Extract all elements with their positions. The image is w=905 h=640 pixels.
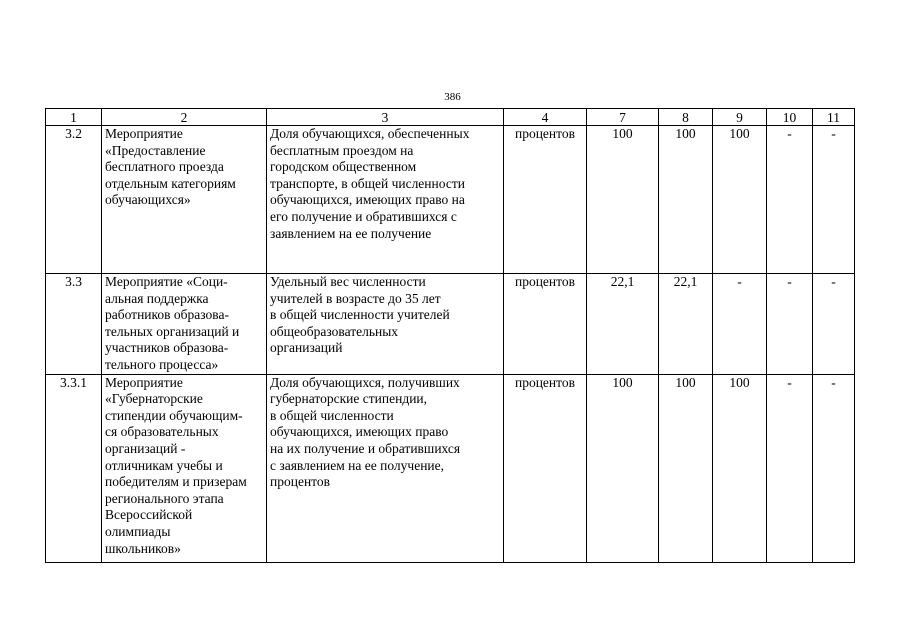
indicator-line: в общей численности учителей	[270, 307, 450, 323]
measure-name-line: олимпиады	[105, 523, 171, 539]
indicator-line: его получение и обратившихся с	[270, 208, 457, 224]
row-id-cell: 3.3	[46, 274, 102, 375]
header-cell-8: 8	[659, 109, 713, 126]
value-col-10: -	[767, 274, 813, 375]
header-cell-4: 4	[504, 109, 587, 126]
value-col-8: 22,1	[659, 274, 713, 375]
indicator-line: Удельный вес численности	[270, 274, 426, 289]
indicator-line: губернаторские стипендии,	[270, 391, 428, 407]
header-cell-1: 1	[46, 109, 102, 126]
indicator-line: транспорте, в общей численности	[270, 175, 465, 191]
indicator-line: Доля обучающихся, получивших	[270, 374, 460, 390]
header-cell-11: 11	[813, 109, 855, 126]
indicator-line: заявлением на ее получение	[270, 225, 432, 241]
value-col-8: 100	[659, 126, 713, 274]
measure-name-line: отдельным категориям	[105, 175, 236, 191]
measure-name-line: «Предоставление	[105, 142, 206, 158]
value-col-9: -	[713, 274, 767, 375]
value-col-8: 100	[659, 374, 713, 562]
measure-name-line: «Губернаторские	[105, 391, 203, 407]
measure-name-line: Мероприятие	[105, 374, 183, 390]
measure-name-cell	[102, 126, 267, 274]
measure-name-line: организаций -	[105, 440, 186, 456]
unit-cell: процентов	[504, 374, 587, 562]
indicator-line: обучающихся, имеющих право	[270, 424, 449, 440]
value-col-7: 100	[587, 374, 659, 562]
measure-name-cell	[102, 274, 267, 375]
indicator-line: процентов	[270, 474, 331, 490]
measure-name-line: бесплатного проезда	[105, 159, 224, 175]
value-col-11: -	[813, 374, 855, 562]
table-row	[46, 374, 855, 562]
indicators-table	[45, 108, 855, 563]
indicator-line: бесплатным проездом на	[270, 142, 414, 158]
value-col-11: -	[813, 126, 855, 274]
measure-name-line: отличникам учебы и	[105, 457, 223, 473]
value-col-9: 100	[713, 126, 767, 274]
table-row	[46, 126, 855, 274]
measure-name-line: участников образова-	[105, 340, 229, 356]
header-cell-3: 3	[267, 109, 504, 126]
unit-cell: процентов	[504, 126, 587, 274]
value-col-7: 100	[587, 126, 659, 274]
table-header-row	[46, 109, 855, 126]
row-id-cell: 3.2	[46, 126, 102, 274]
value-col-7: 22,1	[587, 274, 659, 375]
indicator-line: с заявлением на ее получение,	[270, 457, 445, 473]
measure-name-line: регионального этапа	[105, 490, 224, 506]
measure-name-line: обучающихся»	[105, 192, 191, 208]
page-number: 386	[444, 91, 461, 103]
unit-cell: процентов	[504, 274, 587, 375]
measure-name-line: стипендии обучающим-	[105, 407, 243, 423]
measure-name-line: школьников»	[105, 540, 181, 556]
indicator-line: организаций	[270, 340, 343, 356]
value-col-10: -	[767, 126, 813, 274]
indicator-line: общеобразовательных	[270, 323, 399, 339]
measure-name-line: работников образова-	[105, 307, 229, 323]
measure-name-line: ся образовательных	[105, 424, 219, 440]
value-col-11: -	[813, 274, 855, 375]
header-cell-7: 7	[587, 109, 659, 126]
header-cell-2: 2	[102, 109, 267, 126]
indicator-line: в общей численности	[270, 407, 394, 423]
indicator-line: Доля обучающихся, обеспеченных	[270, 126, 470, 141]
indicator-line: учителей в возрасте до 35 лет	[270, 290, 441, 306]
measure-name-line: Всероссийской	[105, 507, 193, 523]
measure-name-line: победителям и призерам	[105, 474, 247, 490]
indicator-line: на их получение и обратившихся	[270, 440, 461, 456]
header-cell-10: 10	[767, 109, 813, 126]
indicator-cell	[267, 374, 504, 562]
measure-name-line: тельного процесса»	[105, 356, 219, 372]
measure-name-line: альная поддержка	[105, 290, 209, 306]
indicator-cell	[267, 274, 504, 375]
indicator-line: городском общественном	[270, 159, 417, 175]
value-col-9: 100	[713, 374, 767, 562]
row-id-cell: 3.3.1	[46, 374, 102, 562]
indicator-cell	[267, 126, 504, 274]
header-cell-9: 9	[713, 109, 767, 126]
table-row	[46, 274, 855, 375]
measure-name-cell	[102, 374, 267, 562]
measure-name-line: Мероприятие	[105, 126, 183, 141]
value-col-10: -	[767, 374, 813, 562]
measure-name-line: тельных организаций и	[105, 323, 240, 339]
indicator-line: обучающихся, имеющих право на	[270, 192, 465, 208]
measure-name-line: Мероприятие «Соци-	[105, 274, 228, 289]
